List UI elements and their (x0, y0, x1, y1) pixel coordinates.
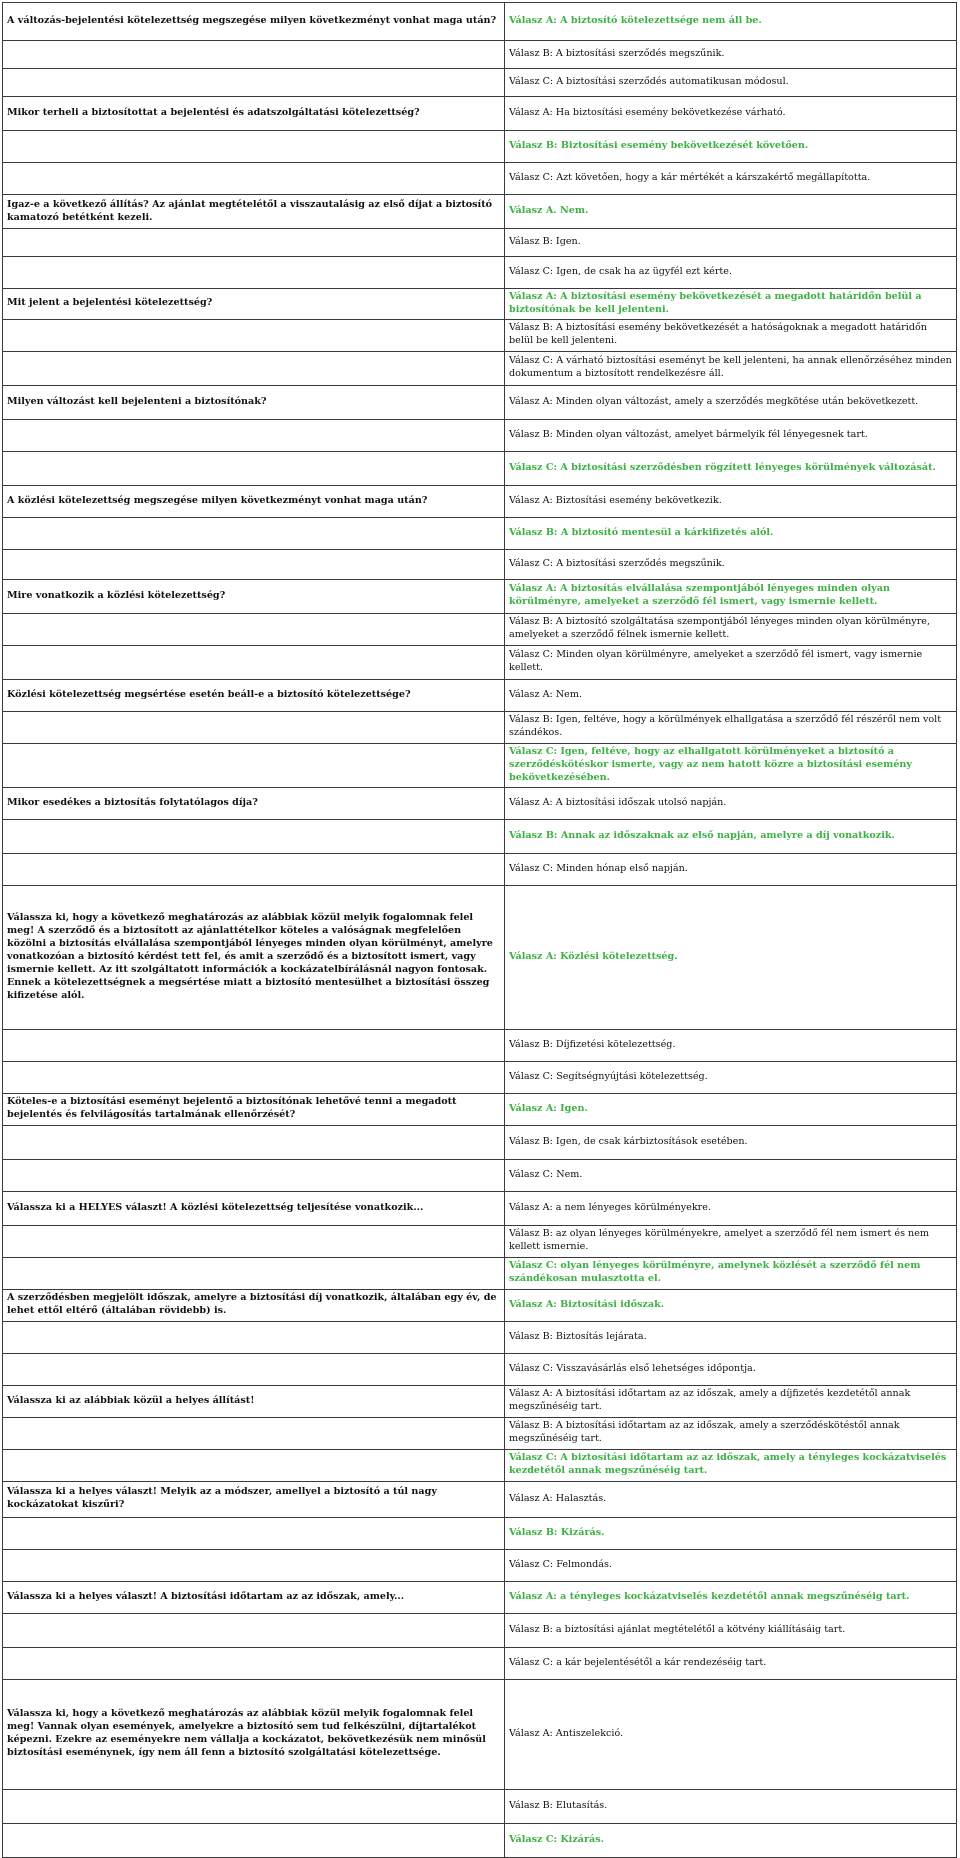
table-row (3, 195, 957, 229)
table-row (3, 485, 957, 517)
empty-question-cell (3, 1257, 505, 1289)
empty-question-cell (3, 853, 505, 885)
correct-answer-cell: Válasz C: Igen, feltéve, hogy az elhallgatott körülményeket a biztosító a szerződéskötéskor ismerte, vagy az nem hatott közre a biztosítási esemény bekövetkezésében. (505, 743, 957, 787)
table-row (3, 1191, 957, 1225)
answer-cell: Válasz A: a nem lényeges körülményekre. (505, 1191, 957, 1225)
correct-answer-cell: Válasz B: Annak az időszaknak az első napján, amelyre a díj vonatkozik. (505, 819, 957, 853)
table-row (3, 1517, 957, 1549)
table-row (3, 1353, 957, 1385)
table-row (3, 3, 957, 41)
answer-cell: Válasz C: A várható biztosítási eseményt be kell jelenteni, ha annak ellenőrzéséhez minden dokumentum a biztosított rendelkezésre áll. (505, 351, 957, 385)
table-row (3, 1449, 957, 1481)
answer-cell: Válasz B: A biztosító szolgáltatása szempontjából lényeges minden olyan körülményre, amelyeket a szerződő félnek ismernie kellett. (505, 613, 957, 645)
correct-answer-cell: Válasz A: A biztosító kötelezettsége nem áll be. (505, 3, 957, 41)
answer-cell: Válasz A: Ha biztosítási esemény bekövetkezése várható. (505, 97, 957, 131)
table-row (3, 743, 957, 787)
correct-answer-cell: Válasz C: A biztosítási időtartam az az időszak, amely a tényleges kockázatviselés kezdetétől annak megszűnéséig tart. (505, 1449, 957, 1481)
table-row (3, 1679, 957, 1789)
correct-answer-cell: Válasz A: Biztosítási időszak. (505, 1289, 957, 1321)
answer-cell: Válasz B: A biztosítási szerződés megszűnik. (505, 41, 957, 69)
question-cell: Igaz-e a következő állítás? Az ajánlat megtételétől a visszautalásig az első díjat a biztosító kamatozó betétként kezeli. (3, 195, 505, 229)
empty-question-cell (3, 351, 505, 385)
table-row (3, 711, 957, 743)
answer-cell: Válasz B: Igen, feltéve, hogy a körülmények elhallgatása a szerződő fél részéről nem volt szándékos. (505, 711, 957, 743)
answer-cell: Válasz A: Biztosítási esemény bekövetkezik. (505, 485, 957, 517)
table-row (3, 451, 957, 485)
answer-cell: Válasz C: Felmondás. (505, 1549, 957, 1581)
table-row (3, 1417, 957, 1449)
table-row (3, 1321, 957, 1353)
empty-question-cell (3, 1549, 505, 1581)
question-cell: Válassza ki a HELYES választ! A közlési kötelezettség teljesítése vonatkozik... (3, 1191, 505, 1225)
question-cell: Mikor terheli a biztosítottat a bejelentési és adatszolgáltatási kötelezettség? (3, 97, 505, 131)
table-row (3, 679, 957, 711)
empty-question-cell (3, 41, 505, 69)
answer-cell: Válasz C: Azt követően, hogy a kár mértékét a kárszakértő megállapította. (505, 163, 957, 195)
table-row (3, 1549, 957, 1581)
table-row (3, 97, 957, 131)
question-cell: Válassza ki a helyes választ! A biztosítási időtartam az az időszak, amely... (3, 1581, 505, 1613)
empty-question-cell (3, 229, 505, 257)
table-row (3, 163, 957, 195)
answer-cell: Válasz B: Elutasítás. (505, 1789, 957, 1823)
question-cell: A közlési kötelezettség megszegése milyen következményt vonhat maga után? (3, 485, 505, 517)
answer-cell: Válasz A: Minden olyan változást, amely a szerződés megkötése után bekövetkezett. (505, 385, 957, 419)
table-row (3, 579, 957, 613)
empty-question-cell (3, 257, 505, 289)
correct-answer-cell: Válasz A. Nem. (505, 195, 957, 229)
answer-cell: Válasz A: Nem. (505, 679, 957, 711)
table-row (3, 289, 957, 320)
correct-answer-cell: Válasz B: A biztosító mentesül a kárkifizetés alól. (505, 517, 957, 549)
table-row (3, 1289, 957, 1321)
answer-cell: Válasz C: Segítségnyújtási kötelezettség. (505, 1061, 957, 1093)
correct-answer-cell: Válasz A: Igen. (505, 1093, 957, 1125)
empty-question-cell (3, 163, 505, 195)
answer-cell: Válasz B: Biztosítás lejárata. (505, 1321, 957, 1353)
empty-question-cell (3, 1061, 505, 1093)
correct-answer-cell: Válasz B: Biztosítási esemény bekövetkezését követően. (505, 131, 957, 163)
table-row (3, 1613, 957, 1647)
question-cell: Közlési kötelezettség megsértése esetén beáll-e a biztosító kötelezettsége? (3, 679, 505, 711)
table-row (3, 645, 957, 679)
table-row (3, 1647, 957, 1679)
empty-question-cell (3, 1321, 505, 1353)
empty-question-cell (3, 1449, 505, 1481)
empty-question-cell (3, 1225, 505, 1257)
answer-cell: Válasz C: Minden olyan körülményre, amelyeket a szerződő fél ismert, vagy ismernie kellett. (505, 645, 957, 679)
empty-question-cell (3, 69, 505, 97)
answer-cell: Válasz B: a biztosítási ajánlat megtételétől a kötvény kiállításáig tart. (505, 1613, 957, 1647)
answer-cell: Válasz B: Igen. (505, 229, 957, 257)
table-row (3, 819, 957, 853)
empty-question-cell (3, 1417, 505, 1449)
table-row (3, 1257, 957, 1289)
question-cell: A változás-bejelentési kötelezettség megszegése milyen következményt vonhat maga után? (3, 3, 505, 41)
answer-cell: Válasz B: A biztosítási esemény bekövetkezését a hatóságoknak a megadott határidőn belül be kell jelenteni. (505, 319, 957, 351)
answer-cell: Válasz B: A biztosítási időtartam az az időszak, amely a szerződéskötéstől annak megszűnéséig tart. (505, 1417, 957, 1449)
empty-question-cell (3, 131, 505, 163)
answer-cell: Válasz C: A biztosítási szerződés megszűnik. (505, 549, 957, 579)
question-cell: A szerződésben megjelölt időszak, amelyre a biztosítási díj vonatkozik, általában egy év, de lehet ettől eltérő (általában rövidebb) is. (3, 1289, 505, 1321)
question-cell: Mikor esedékes a biztosítás folytatólagos díja? (3, 787, 505, 819)
table-row (3, 385, 957, 419)
table-row (3, 1225, 957, 1257)
empty-question-cell (3, 1823, 505, 1857)
question-cell: Köteles-e a biztosítási eseményt bejelentő a biztosítónak lehetővé tenni a megadott bejelentés és felvilágosítás tartalmának ellenőrzését? (3, 1093, 505, 1125)
table-row (3, 1481, 957, 1517)
correct-answer-cell: Válasz A: A biztosítási esemény bekövetkezését a megadott határidőn belül a biztosítónak be kell jelenteni. (505, 289, 957, 320)
answer-cell: Válasz B: Igen, de csak kárbiztosítások esetében. (505, 1125, 957, 1159)
answer-cell: Válasz A: A biztosítási időtartam az az időszak, amely a díjfizetés kezdetétől annak megszűnéséig tart. (505, 1385, 957, 1417)
table-row (3, 1581, 957, 1613)
table-row (3, 613, 957, 645)
table-row (3, 1159, 957, 1191)
question-cell: Válassza ki, hogy a következő meghatározás az alábbiak közül melyik fogalomnak felel meg! A szerződő és a biztosított az ajánlattételkor köteles a valóságnak megfelelően közölni a biztosítás elvállalása szempontjából lényeges minden olyan körülményt, amelyre vonatkozóan a biztosító kérdést tett fel, és amit a szerződő és a biztosított ismert, vagy ismernie kellett. Az itt szolgáltatott információk a kockázatelbírálásnál nagyon fontosak. Ennek a kötelezettségnek a megsértése miatt a biztosító mentesülhet a biztosítási összeg kifizetése alól. (3, 885, 505, 1029)
table-row (3, 229, 957, 257)
empty-question-cell (3, 549, 505, 579)
question-cell: Mire vonatkozik a közlési kötelezettség? (3, 579, 505, 613)
correct-answer-cell: Válasz C: olyan lényeges körülményre, amelynek közlését a szerződő fél nem szándékosan mulasztotta el. (505, 1257, 957, 1289)
question-cell: Válassza ki a helyes választ! Melyik az a módszer, amellyel a biztosító a túl nagy kockázatokat kiszűri? (3, 1481, 505, 1517)
empty-question-cell (3, 451, 505, 485)
empty-question-cell (3, 517, 505, 549)
empty-question-cell (3, 1647, 505, 1679)
question-cell: Válassza ki, hogy a következő meghatározás az alábbiak közül melyik fogalomnak felel meg! Vannak olyan események, amelyekre a biztosító sem tud felkészülni, díjtartalékot képezni. Ezekre az eseményekre nem vállalja a kockázatot, bekövetkezésük nem minősül biztosítási eseménynek, így nem áll fenn a biztosító szolgáltatási kötelezettsége. (3, 1679, 505, 1789)
table-row (3, 1029, 957, 1061)
question-cell: Válassza ki az alábbiak közül a helyes állítást! (3, 1385, 505, 1417)
table-row (3, 1061, 957, 1093)
table-row (3, 885, 957, 1029)
quiz-table-body (3, 3, 957, 1858)
answer-cell: Válasz C: Igen, de csak ha az ügyfél ezt kérte. (505, 257, 957, 289)
quiz-table (2, 2, 957, 1858)
table-row (3, 787, 957, 819)
table-row (3, 41, 957, 69)
answer-cell: Válasz A: Antiszelekció. (505, 1679, 957, 1789)
correct-answer-cell: Válasz B: Kizárás. (505, 1517, 957, 1549)
empty-question-cell (3, 1613, 505, 1647)
empty-question-cell (3, 613, 505, 645)
table-row (3, 549, 957, 579)
empty-question-cell (3, 743, 505, 787)
empty-question-cell (3, 1125, 505, 1159)
table-row (3, 1789, 957, 1823)
table-row (3, 1093, 957, 1125)
answer-cell: Válasz B: Díjfizetési kötelezettség. (505, 1029, 957, 1061)
answer-cell: Válasz C: Nem. (505, 1159, 957, 1191)
table-row (3, 69, 957, 97)
table-row (3, 853, 957, 885)
empty-question-cell (3, 645, 505, 679)
answer-cell: Válasz C: a kár bejelentésétől a kár rendezéséig tart. (505, 1647, 957, 1679)
empty-question-cell (3, 1159, 505, 1191)
empty-question-cell (3, 1789, 505, 1823)
answer-cell: Válasz B: Minden olyan változást, amelyet bármelyik fél lényegesnek tart. (505, 419, 957, 451)
table-row (3, 131, 957, 163)
correct-answer-cell: Válasz C: Kizárás. (505, 1823, 957, 1857)
answer-cell: Válasz C: Minden hónap első napján. (505, 853, 957, 885)
correct-answer-cell: Válasz C: A biztosítási szerződésben rögzített lényeges körülmények változását. (505, 451, 957, 485)
table-row (3, 319, 957, 351)
answer-cell: Válasz B: az olyan lényeges körülményekre, amelyet a szerződő fél nem ismert és nem kellett ismernie. (505, 1225, 957, 1257)
empty-question-cell (3, 711, 505, 743)
empty-question-cell (3, 819, 505, 853)
correct-answer-cell: Válasz A: A biztosítás elvállalása szempontjából lényeges minden olyan körülményre, amelyeket a szerződő fél ismert, vagy ismernie kellett. (505, 579, 957, 613)
question-cell: Mit jelent a bejelentési kötelezettség? (3, 289, 505, 320)
empty-question-cell (3, 1517, 505, 1549)
table-row (3, 257, 957, 289)
answer-cell: Válasz C: A biztosítási szerződés automatikusan módosul. (505, 69, 957, 97)
table-row (3, 419, 957, 451)
table-row (3, 351, 957, 385)
table-row (3, 1125, 957, 1159)
empty-question-cell (3, 1029, 505, 1061)
correct-answer-cell: Válasz A: Közlési kötelezettség. (505, 885, 957, 1029)
table-row (3, 517, 957, 549)
empty-question-cell (3, 419, 505, 451)
table-row (3, 1385, 957, 1417)
question-cell: Milyen változást kell bejelenteni a biztosítónak? (3, 385, 505, 419)
answer-cell: Válasz A: A biztosítási időszak utolsó napján. (505, 787, 957, 819)
correct-answer-cell: Válasz A: a tényleges kockázatviselés kezdetétől annak megszűnéséig tart. (505, 1581, 957, 1613)
table-row (3, 1823, 957, 1857)
empty-question-cell (3, 319, 505, 351)
answer-cell: Válasz A: Halasztás. (505, 1481, 957, 1517)
answer-cell: Válasz C: Visszavásárlás első lehetséges időpontja. (505, 1353, 957, 1385)
empty-question-cell (3, 1353, 505, 1385)
